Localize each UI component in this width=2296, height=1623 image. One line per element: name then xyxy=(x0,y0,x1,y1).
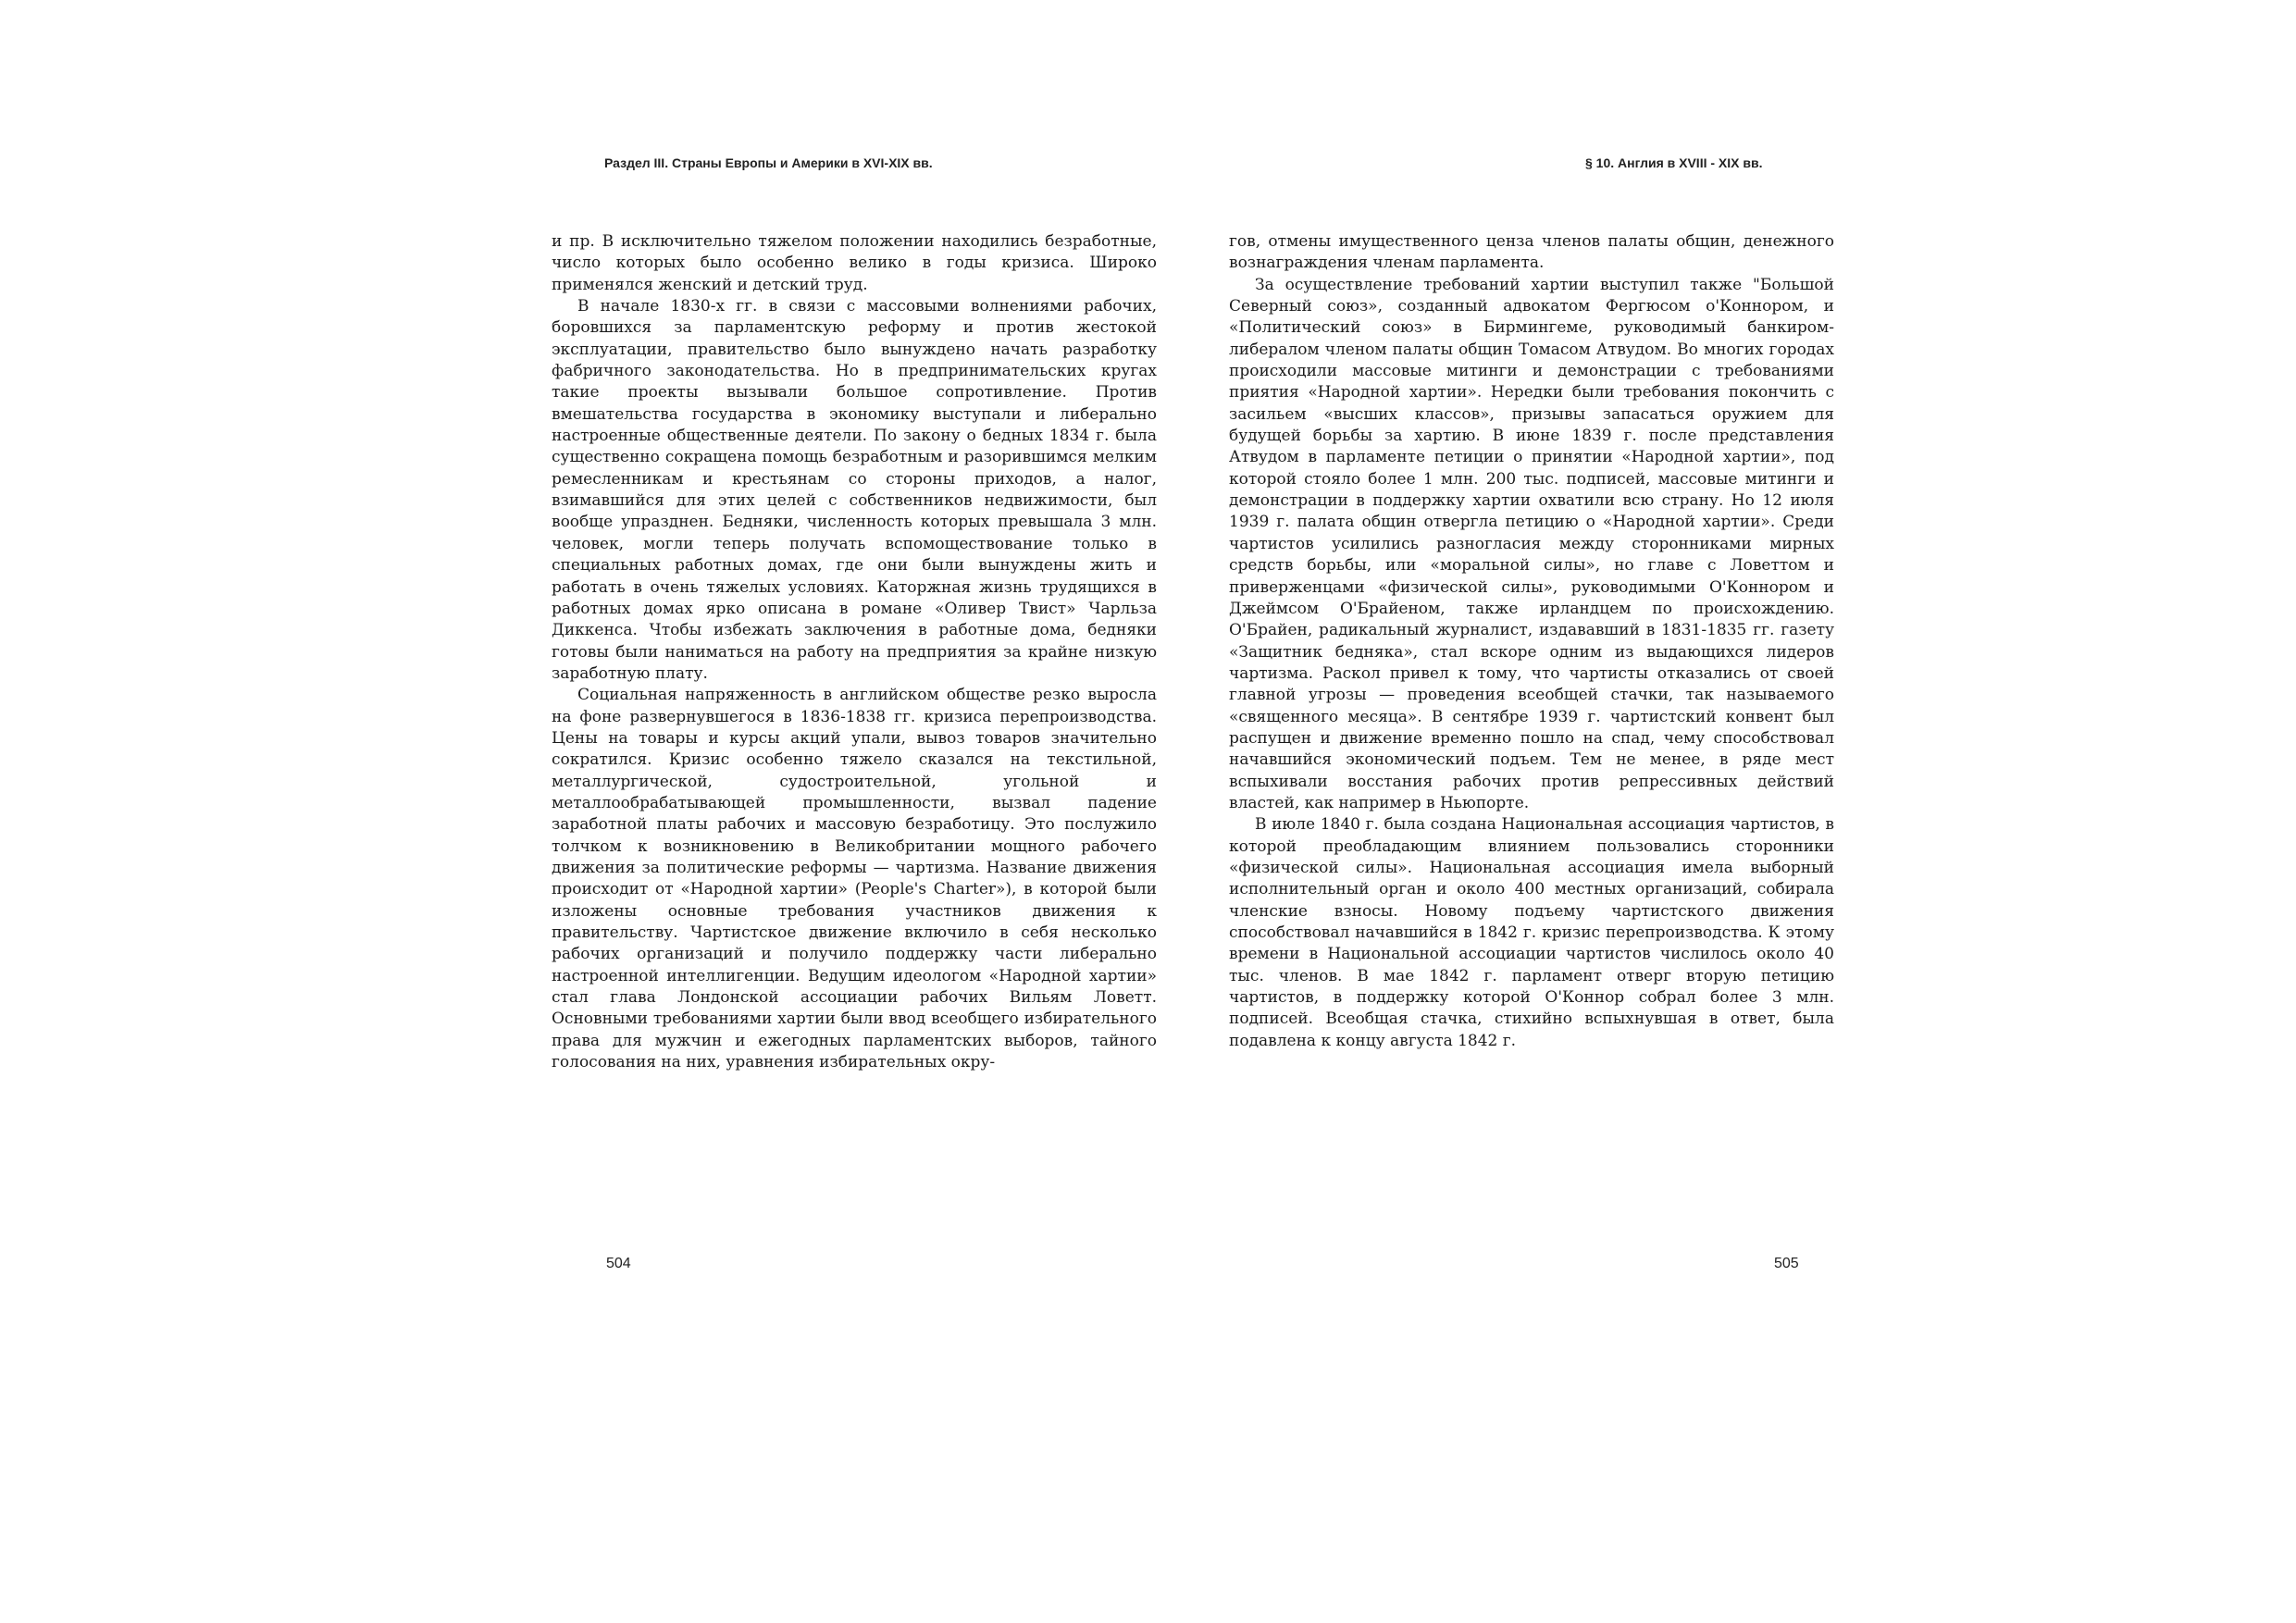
paragraph: и пр. В исключительно тяжелом положении находились безработные, число которых было особенно велико в годы кризиса. Широко применялся женский и детский труд. xyxy=(552,232,1157,294)
running-head-left: Раздел III. Страны Европы и Америки в XVI-XIX вв. xyxy=(604,155,933,170)
paragraph: Социальная напряженность в английском обществе резко выросла на фоне развернувшегося в 1836-1838 гг. кризиса перепроизводства. Цены на товары и курсы акций упали, вывоз товаров значительно сократился. Кризис особенно тяжело сказался на текстильной, металлургической, судостроительной, угольной и металлообрабатывающей промышленности, вызвал падение заработной платы рабочих и массовую безработицу. Это послужило толчком к возникновению в Великобритании мощного рабочего движения за политические реформы — чартизма. Название движения происходит от «Народной хартии» (People's Charter»), в которой были изложены основные требования участников движения к правительству. Чартистское движение включило в себя несколько рабочих организаций и получило поддержку части либерально настроенной интеллигенции. Ведущим идеологом «Народной хартии» стал глава Лондонской ассоциации рабочих Вильям Ловетт. Основными требованиями хартии были ввод всеобщего избирательного права для мужчин и ежегодных парламентских выборов, тайного голосования на них, уравнения избирательных окру- xyxy=(552,686,1157,1072)
paragraph: В начале 1830-х гг. в связи с массовыми волнениями рабочих, боровшихся за парламентскую реформу и против жестокой эксплуатации, правительство было вынуждено начать разработку фабричного законодательства. Но в предпринимательских кругах такие проекты вызывали большое сопротивление. Против вмешательства государства в экономику выступали и либерально настроенные общественные деятели. По закону о бедных 1834 г. была существенно сокращена помощь безработным и разорившимся мелким ремесленникам и крестьянам со стороны приходов, а налог, взимавшийся для этих целей с собственников недвижимости, был вообще упразднен. Бедняки, численность которых превышала 3 млн. человек, могли теперь получать вспомоществование только в специальных работных домах, где они были вынуждены жить и работать в очень тяжелых условиях. Каторжная жизнь трудящихся в работных домах ярко описана в романе «Оливер Твист» Чарльза Диккенса. Чтобы избежать заключения в работные дома, бедняки готовы были наниматься на работу на предприятия за крайне низкую заработную плату. xyxy=(552,297,1157,683)
page-number-right: 505 xyxy=(1774,1256,1799,1271)
paragraph: В июле 1840 г. была создана Национальная ассоциация чартистов, в которой преобладающим влиянием пользовались сторонники «физической силы». Национальная ассоциация имела выборный исполнительный орган и около 400 местных организаций, собирала членские взносы. Новому подъему чартистского движения способствовал начавшийся в 1842 г. кризис перепроизводства. К этому времени в Национальной ассоциации чартистов числилось около 40 тыс. членов. В мае 1842 г. парламент отверг вторую петицию чартистов, в поддержку которой О'Коннор собрал более 3 млн. подписей. Всеобщая стачка, стихийно вспыхнувшая в ответ, была подавлена к концу августа 1842 г. xyxy=(1229,815,1834,1050)
left-page-text xyxy=(552,231,1157,1073)
paragraph: За осуществление требований хартии выступил также "Большой Северный союз», созданный адвокатом Фергюсом о'Коннором, и «Политический союз» в Бирмингеме, руководимый банкиром-либералом членом палаты общин Томасом Атвудом. Во многих городах происходили массовые митинги и демонстрации с требованиями приятия «Народной хартии». Нередки были требования покончить с засильем «высших классов», призывы запасаться оружием для будущей борьбы за хартию. В июне 1839 г. после представления Атвудом в парламенте петиции о принятии «Народной хартии», под которой стояло более 1 млн. 200 тыс. подписей, массовые митинги и демонстрации в поддержку хартии охватили всю страну. Но 12 июля 1939 г. палата общин отвергла петицию о «Народной хартии». Среди чартистов усилились разногласия между сторонниками мирных средств борьбы, или «моральной силы», но главе с Ловеттом и приверженцами «физической силы», руководимыми О'Коннором и Джеймсом О'Брайеном, также ирландцем по происхождению. О'Брайен, радикальный журналист, издававший в 1831-1835 гг. газету «Защитник бедняка», стал вскоре одним из выдающихся лидеров чартизма. Раскол привел к тому, что чартисты отказались от своей главной угрозы — проведения всеобщей стачки, так называемого «священного месяца». В сентябре 1939 г. чартистский конвент был распущен и движение временно пошло на спад, чему способствовал начавшийся экономический подъем. Тем не менее, в ряде мест вспыхивали восстания рабочих против репрессивных действий властей, как например в Ньюпорте. xyxy=(1229,275,1834,812)
paragraph: гов, отмены имущественного ценза членов палаты общин, денежного вознаграждения членам парламента. xyxy=(1229,232,1834,273)
running-head-right: § 10. Англия в XVIII - XIX вв. xyxy=(1585,155,1763,170)
page-number-left: 504 xyxy=(606,1256,631,1271)
right-page-text xyxy=(1229,231,1834,1052)
